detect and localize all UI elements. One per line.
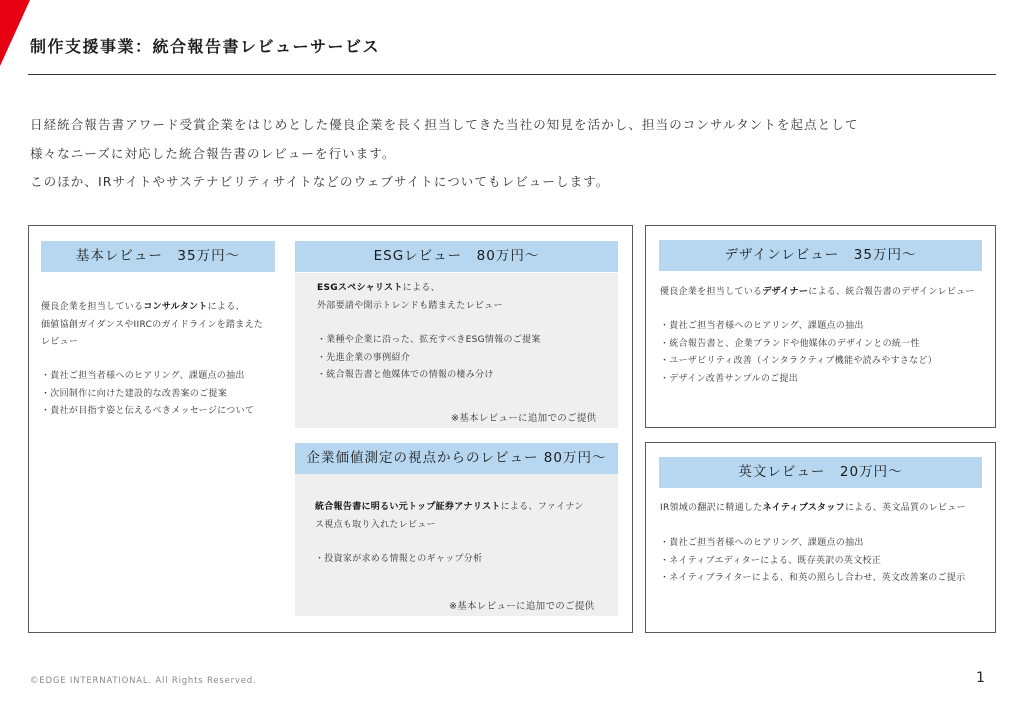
list-item: ・貴社ご担当者様へのヒアリング、課題点の抽出: [660, 321, 864, 331]
list-item: ・貴社が目指す姿と伝えるべきメッセージについて: [41, 406, 255, 416]
esg-review-note: ※基本レビューに追加でのご提供: [451, 413, 597, 424]
basic-review-role: コンサルタント: [143, 302, 208, 312]
design-review-description: 優良企業を担当しているデザイナーによる、統合報告書のデザインレビュー: [660, 287, 975, 297]
list-item: ・貴社ご担当者様へのヒアリング、課題点の抽出: [660, 538, 864, 548]
intro-line-1: 日経統合報告書アワード受賞企業をはじめとした優良企業を長く担当してきた当社の知見を活かし、担当のコンサルタントを起点として: [30, 117, 859, 132]
title-divider: [28, 74, 996, 75]
list-item: ・業種や企業に沿った、拡充すべきESG情報のご提案: [317, 335, 541, 345]
design-review-header: デザインレビュー 35万円〜: [659, 240, 982, 271]
english-review-description: IR領域の翻訳に精通したネイティブスタッフによる、英文品質のレビュー: [660, 503, 966, 513]
list-item: ・統合報告書と他媒体での情報の棲み分け: [317, 370, 494, 380]
esg-review-description: ESGスペシャリストによる、 外部要請や開示トレンドも踏まえたレビュー: [317, 283, 503, 311]
esg-review-role: ESGスペシャリスト: [317, 283, 403, 293]
list-item: ・ネイティブライターによる、和英の照らし合わせ、英文改善案のご提示: [660, 573, 966, 583]
design-review-bullets: [660, 318, 937, 388]
page-number: 1: [976, 670, 985, 686]
page-title: 制作支援事業：統合報告書レビューサービス: [30, 37, 381, 56]
intro-text: [30, 111, 990, 197]
intro-line-2: 様々なニーズに対応した統合報告書のレビューを行います。: [30, 145, 396, 161]
list-item: ・先進企業の事例紹介: [317, 352, 411, 363]
list-item: ・次回制作に向けた建設的な改善案のご提案: [41, 388, 228, 399]
esg-review-bullets: [317, 332, 541, 385]
intro-line-3: このほか、IRサイトやサステナビリティサイトなどのウェブサイトについてもレビューします。: [30, 174, 610, 189]
english-review-role: ネイティブスタッフ: [762, 503, 845, 513]
value-review-bullets: [315, 551, 482, 569]
basic-review-description: 優良企業を担当しているコンサルタントによる、 価値協創ガイダンスやIIRCのガイドラインを踏まえた レビュー: [41, 302, 264, 347]
list-item: ・貴社ご担当者様へのヒアリング、課題点の抽出: [41, 371, 245, 381]
list-item: ・投資家が求める情報とのギャップ分析: [315, 554, 483, 564]
corner-accent-shape: [0, 0, 30, 66]
basic-review-bullets: [41, 368, 254, 421]
design-review-role: デザイナー: [762, 287, 809, 297]
value-review-description: 統合報告書に明るい元トップ証券アナリストによる、ファイナン ス視点も取り入れたレビュー: [315, 502, 584, 530]
value-review-panel: [295, 474, 618, 616]
list-item: ・ユーザビリティ改善（インタラクティブ機能や読みやすさなど）: [660, 356, 938, 366]
list-item: ・ネイティブエディターによる、既存英訳の英文校正: [660, 555, 882, 566]
copyright-footer: ©EDGE INTERNATIONAL. All Rights Reserved.: [30, 676, 257, 686]
value-review-note: ※基本レビューに追加でのご提供: [449, 601, 595, 612]
esg-review-header: ESGレビュー 80万円〜: [295, 241, 618, 272]
list-item: ・統合報告書と、企業ブランドや他媒体のデザインとの統一性: [660, 338, 920, 349]
value-review-header: 企業価値測定の視点からのレビュー 80万円〜: [295, 443, 618, 474]
value-review-role: 統合報告書に明るい元トップ証券アナリスト: [315, 502, 501, 512]
english-review-bullets: [660, 535, 965, 588]
list-item: ・デザイン改善サンプルのご提出: [660, 373, 799, 384]
basic-review-header: 基本レビュー 35万円〜: [41, 241, 275, 272]
english-review-header: 英文レビュー 20万円〜: [659, 457, 982, 488]
